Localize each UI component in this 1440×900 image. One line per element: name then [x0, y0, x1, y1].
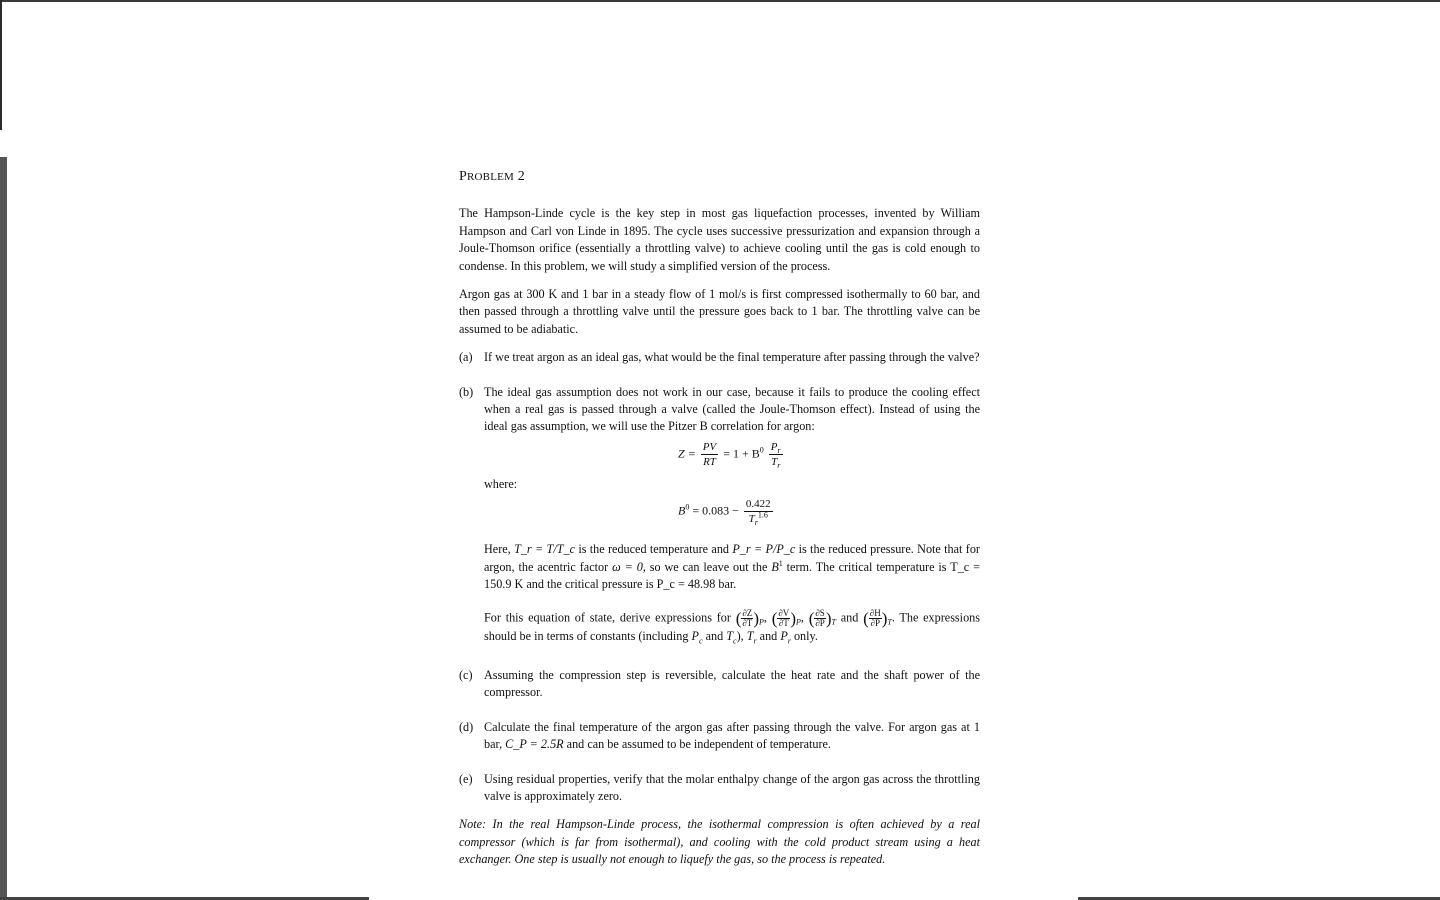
pitzer-equation: Z = $\frac{PV}{RT}$ = $1 + B^0$ $\frac{P_r}{T_r}$: [678, 440, 781, 471]
where-label: where:: [484, 476, 518, 491]
note-paragraph: Note: In the real Hampson-Linde process, the isothermal compression is often achieved by a real compressor (which is far from isothermal), and cooling with the cold product stream using a heat exchanger. One step is usually not enough to liquefy the gas, so the process is repeated.: [459, 817, 980, 867]
part-e: [459, 771, 980, 806]
window-top-border: [0, 0, 1440, 2]
part-b-derive: For this equation of state, derive expressions for ( $\frac{\partial Z}{\partial T}$ )$_P$, ( $\frac{\partial V}{\partial T}$ )$_P$, ( $\frac{\partial S}{\partial P}$ )$_T$ and ( $\frac{\partial H}{\partial P}$ )$_T$. The expressions should be in terms of constants (including $P_c$ and $T_c$), $T_r$ and $P_r$ only.: [484, 607, 980, 645]
b0-equation: $B^0 = 0.083$ − $\frac{0.422}{T_r^{1.6}}$: [678, 498, 771, 528]
setup-paragraph: Argon gas at 300 K and 1 bar in a steady flow of 1 mol/s is first compressed isothermally to 60 bar, and then passed through a throttling valve until the pressure goes back to 1 bar. The throttling valve can be assumed to be adiabatic.: [459, 287, 980, 336]
part-e-text: Using residual properties, verify that the molar enthalpy change of the argon gas across the throttling valve is approximately zero.: [484, 771, 980, 803]
part-b-label: (b): [459, 384, 474, 399]
part-d-label: (d): [459, 719, 474, 734]
intro-paragraph: The Hampson-Linde cycle is the key step in most gas liquefaction processes, invented by William Hampson and Carl von Linde in 1895. The cycle uses successive pressurization and expansion through a Joule-Thomson orifice (essentially a throttling valve) to achieve cooling until the gas is cold enough to condense. In this problem, we will study a simplified version of the process.: [459, 206, 980, 273]
part-e-label: (e): [459, 771, 473, 786]
window-left-scroll-edge: [0, 157, 7, 900]
part-b-text: The ideal gas assumption does not work in our case, because it fails to produce the cooling effect when a real gas is passed through a valve (called the Joule-Thomson effect). Instead of using the ideal gas assumption, we will use the Pitzer B correlation for argon:: [484, 384, 980, 434]
part-a-label: (a): [459, 350, 473, 365]
part-b-here: Here, T_r = T/T_c is the reduced temperature and P_r = P/P_c is the reduced pressure. Note that for argon, the acentric factor ω = 0, so we can leave out the $B^1$ term. The critical temperature is T_c = 150.9 K and the critical pressure is P_c = 48.98 bar.: [484, 542, 980, 592]
window-left-border: [0, 0, 2, 130]
part-a-text: If we treat argon as an ideal gas, what would be the final temperature after passing through the valve?: [484, 350, 980, 365]
part-a: [459, 349, 980, 366]
part-c: [459, 667, 980, 702]
problem-title: PROBLEM 2: [459, 169, 525, 184]
part-b: [459, 384, 980, 656]
part-d: [459, 719, 980, 754]
part-c-text: Assuming the compression step is reversible, calculate the heat rate and the shaft power of the compressor.: [484, 667, 980, 700]
part-d-text: Calculate the final temperature of the argon gas after passing through the valve. For argon gas at 1 bar, C_P = 2.5R and can be assumed to be independent of temperature.: [484, 719, 980, 752]
part-c-label: (c): [459, 667, 473, 682]
document-page: [459, 168, 980, 880]
